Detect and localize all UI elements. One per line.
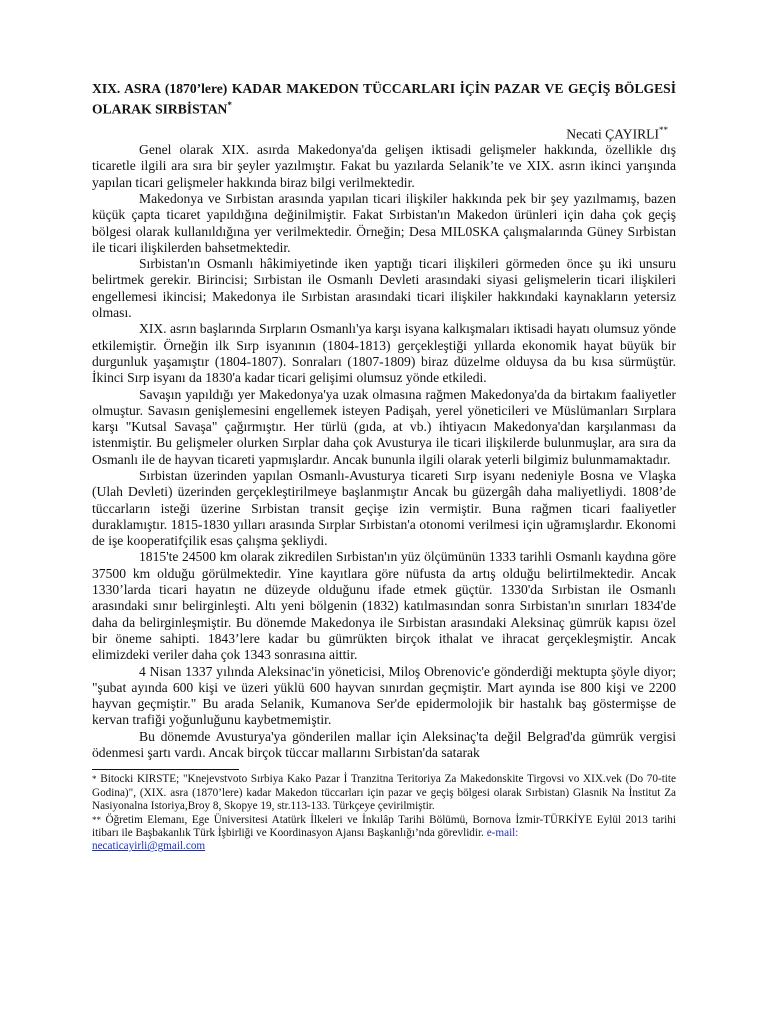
footnotes: [92, 773, 676, 853]
email-label: e-mail:: [486, 826, 519, 839]
footnote-2: [92, 814, 676, 854]
document-title: [92, 80, 676, 118]
paragraph-9: Bu dönemde Avusturya'ya gönderilen mallar için Aleksinaç'ta değil Belgrad'da gümrük vergisi ödenmesi şartı vardı. Ancak birçok tüccar mallarını Sırbistan'da satarak: [92, 728, 676, 761]
footnote-1-mark: *: [92, 774, 97, 785]
paragraph-7: 1815'te 24500 km olarak zikredilen Sırbistan'ın yüz ölçümünün 1333 tarihli Osmanlı kaydına göre 37500 km olduğu görülmektedir. Yine kayıtlara göre nüfusta da artış olduğu belirtilmektedir. Ancak 1330’larda ticari hayatın ne düzeyde olduğunu ifade etmek güçtür. 1330'da Sırbistan ile Osmanlı arasındaki sınır belirginleşti. Altı yeni bölgenin (1832) katılmasından sonra Sırbistan'ın sınırları 1834'de daha da belirginleşmiştir. Bu dönemde Makedonya ile Sırbistan arasındaki Aleksinaç gümrük kapısı özel bir öneme sahipti. 1843’lere kadar bu gümrükten birçok ithalat ve ihracat gerçekleşmiştir. Ancak elimizdeki veriler daha çok 1343 sonrasına aittir.: [92, 549, 676, 663]
paragraph-4: XIX. asrın başlarında Sırpların Osmanlı'ya karşı isyana kalkışmaları iktisadi hayatı olumsuz yönde etkilemiştir. Örneğin ilk Sırp isyanının (1804-1813) gerçekleştiği yıllarda ekonomik hayat büyük bir durgunluk yaşamıştır (1804-1807). Sonraları (1807-1809) biraz düzelme olduysa da bu kısa sürmüştür. İkinci Sırp isyanı da 1830'a kadar ticari gelişimi olumsuz yönde etkiledi.: [92, 321, 677, 386]
body-text: [92, 142, 676, 761]
author-line: [92, 122, 668, 143]
paragraph-8: 4 Nisan 1337 yılında Aleksinac'in yöneticisi, Miloş Obrenovic'e gönderdiği mektupta şöyle diyor; "şubat ayında 600 kişi ve üzeri yüklü 600 hayvan sınırdan geçmiştir. Mart ayında ise 800 kişi ve 2200 hayvan geçmiştir." Bu arada Selanik, Kumanova Ser'de epidermolojik bir hastalık baş göstermişse de kervan trafiği yoğunluğunu kaybetmemiştir.: [92, 663, 676, 728]
paragraph-3: Sırbistan'ın Osmanlı hâkimiyetinde iken yaptığı ticari ilişkileri görmeden önce şu iki unsuru belirtmek gerekir. Birincisi; Sırbistan ile Osmanlı Devleti arasındaki siyasi gelişmelerin ticari ilişkileri engellemesi ikincisi; Makedonya ile Sırbistan arasındaki ticari ilişkiler hakkındaki kaynakların yetersiz olması.: [92, 256, 676, 321]
author-footnote-mark[interactable]: **: [659, 124, 668, 135]
title-text: XIX. ASRA (1870’lere) KADAR MAKEDON TÜCCARLARI İÇİN PAZAR VE GEÇİŞ BÖLGESİ OLARAK SIRBİSTAN: [92, 81, 676, 117]
footnote-2-text: Öğretim Elemanı, Ege Üniversitesi Atatürk İlkeleri ve İnkılâp Tarihi Bölümü, Bornova İzmir-TÜRKİYE Eylül 2013 tarihi itibarı ile Başbakanlık Türk İşbirliği ve Koordinasyon Ajansı Başkanlığı’nda görevlidir.: [92, 813, 676, 839]
paragraph-5: Savaşın yapıldığı yer Makedonya'ya uzak olmasına rağmen Makedonya'da da birtakım faaliyetler olmuştur. Savasın genişlemesini engellemek isteyen Padişah, yerel yöneticileri ve Müslümanları Sırplara karşı "Kutsal Savaşa" çağırmıştır. Her türlü (gıda, at vb.) ihtiyacın Makedonya'dan karşılanması da istenmiştir. Bu gelişmeler olurken Sırplar daha çok Avusturya ile ticari ilişkilerde bulunmuşlar, ara sıra da Osmanlı ile de hayvan ticareti yapmışlardır. Ancak bununla ilgili olarak yeterli bilgimiz bulunmamaktadır.: [92, 386, 676, 467]
paragraph-6: Sırbistan üzerinden yapılan Osmanlı-Avusturya ticareti Sırp isyanı nedeniyle Bosna ve Vlaşka (Ulah Devleti) üzerinden gerçekleştirilmeye başlanmıştır Ancak bu güzergâh daha maliyetliydi. 1808’de tüccarların isteği üzerine Sırbistan transit geçişe izin vermiştir. Buna rağmen ticari faaliyetler duraklamıştır. 1815-1830 yılları arasında Sırplar Sırbistan'a otonomi verilmesi için uğramışlardır. Ekonomi de işe kooperatifçilik esas çalışma şekliydi.: [92, 468, 676, 549]
footnote-separator: [92, 769, 239, 770]
email-link[interactable]: necaticayirli@gmail.com: [92, 840, 206, 853]
title-footnote-mark[interactable]: *: [227, 100, 232, 110]
footnote-2-mark: **: [92, 814, 101, 825]
paragraph-2: Makedonya ve Sırbistan arasında yapılan ticari ilişkiler hakkında pek bir şey yazılmamış, bazen küçük çapta ticaret yapıldığına değinilmiştir. Fakat Sırbistan'ın Makedon ürünleri için daha çok geçiş bölgesi olarak kullanıldığına yer verilmektedir. Örneğin; Desa MIL0SKA çalışmalarında Güney Sırbistan ile ticari ilişkilerden bahsetmektedir.: [92, 190, 676, 255]
footnote-1-text: Bitocki KIRSTE; "Knejevstvoto Sırbiya Kako Pazar İ Tranzitna Teritoriya Za Makedonskite Tirgovsi vo XIX.vek (Do 70-tite Godina)", (XIX. asra (1870’lere) kadar Makedon tüccarları için pazar ve geçiş bölgesi olarak Sırbistan) Glasnik Na İnstitut Za Nasiyonalna Istoriya,Broy 8, Skopye 19, str.113-133. Türkçeye çevirilmiştir.: [92, 773, 676, 813]
author-name: Necati ÇAYIRLI: [566, 126, 659, 142]
paragraph-1: Genel olarak XIX. asırda Makedonya'da gelişen iktisadi gelişmeler hakkında, özellikle dış ticaretle ilgili ara sıra bir şeyler yazılmıştır. Fakat bu yazılarda Selanik’te ve XIX. asrın ikinci yarışında yapılan ticari gelişmeler hakkında biraz bilgi verilmektedir.: [92, 142, 676, 190]
footnote-1: [92, 773, 676, 813]
